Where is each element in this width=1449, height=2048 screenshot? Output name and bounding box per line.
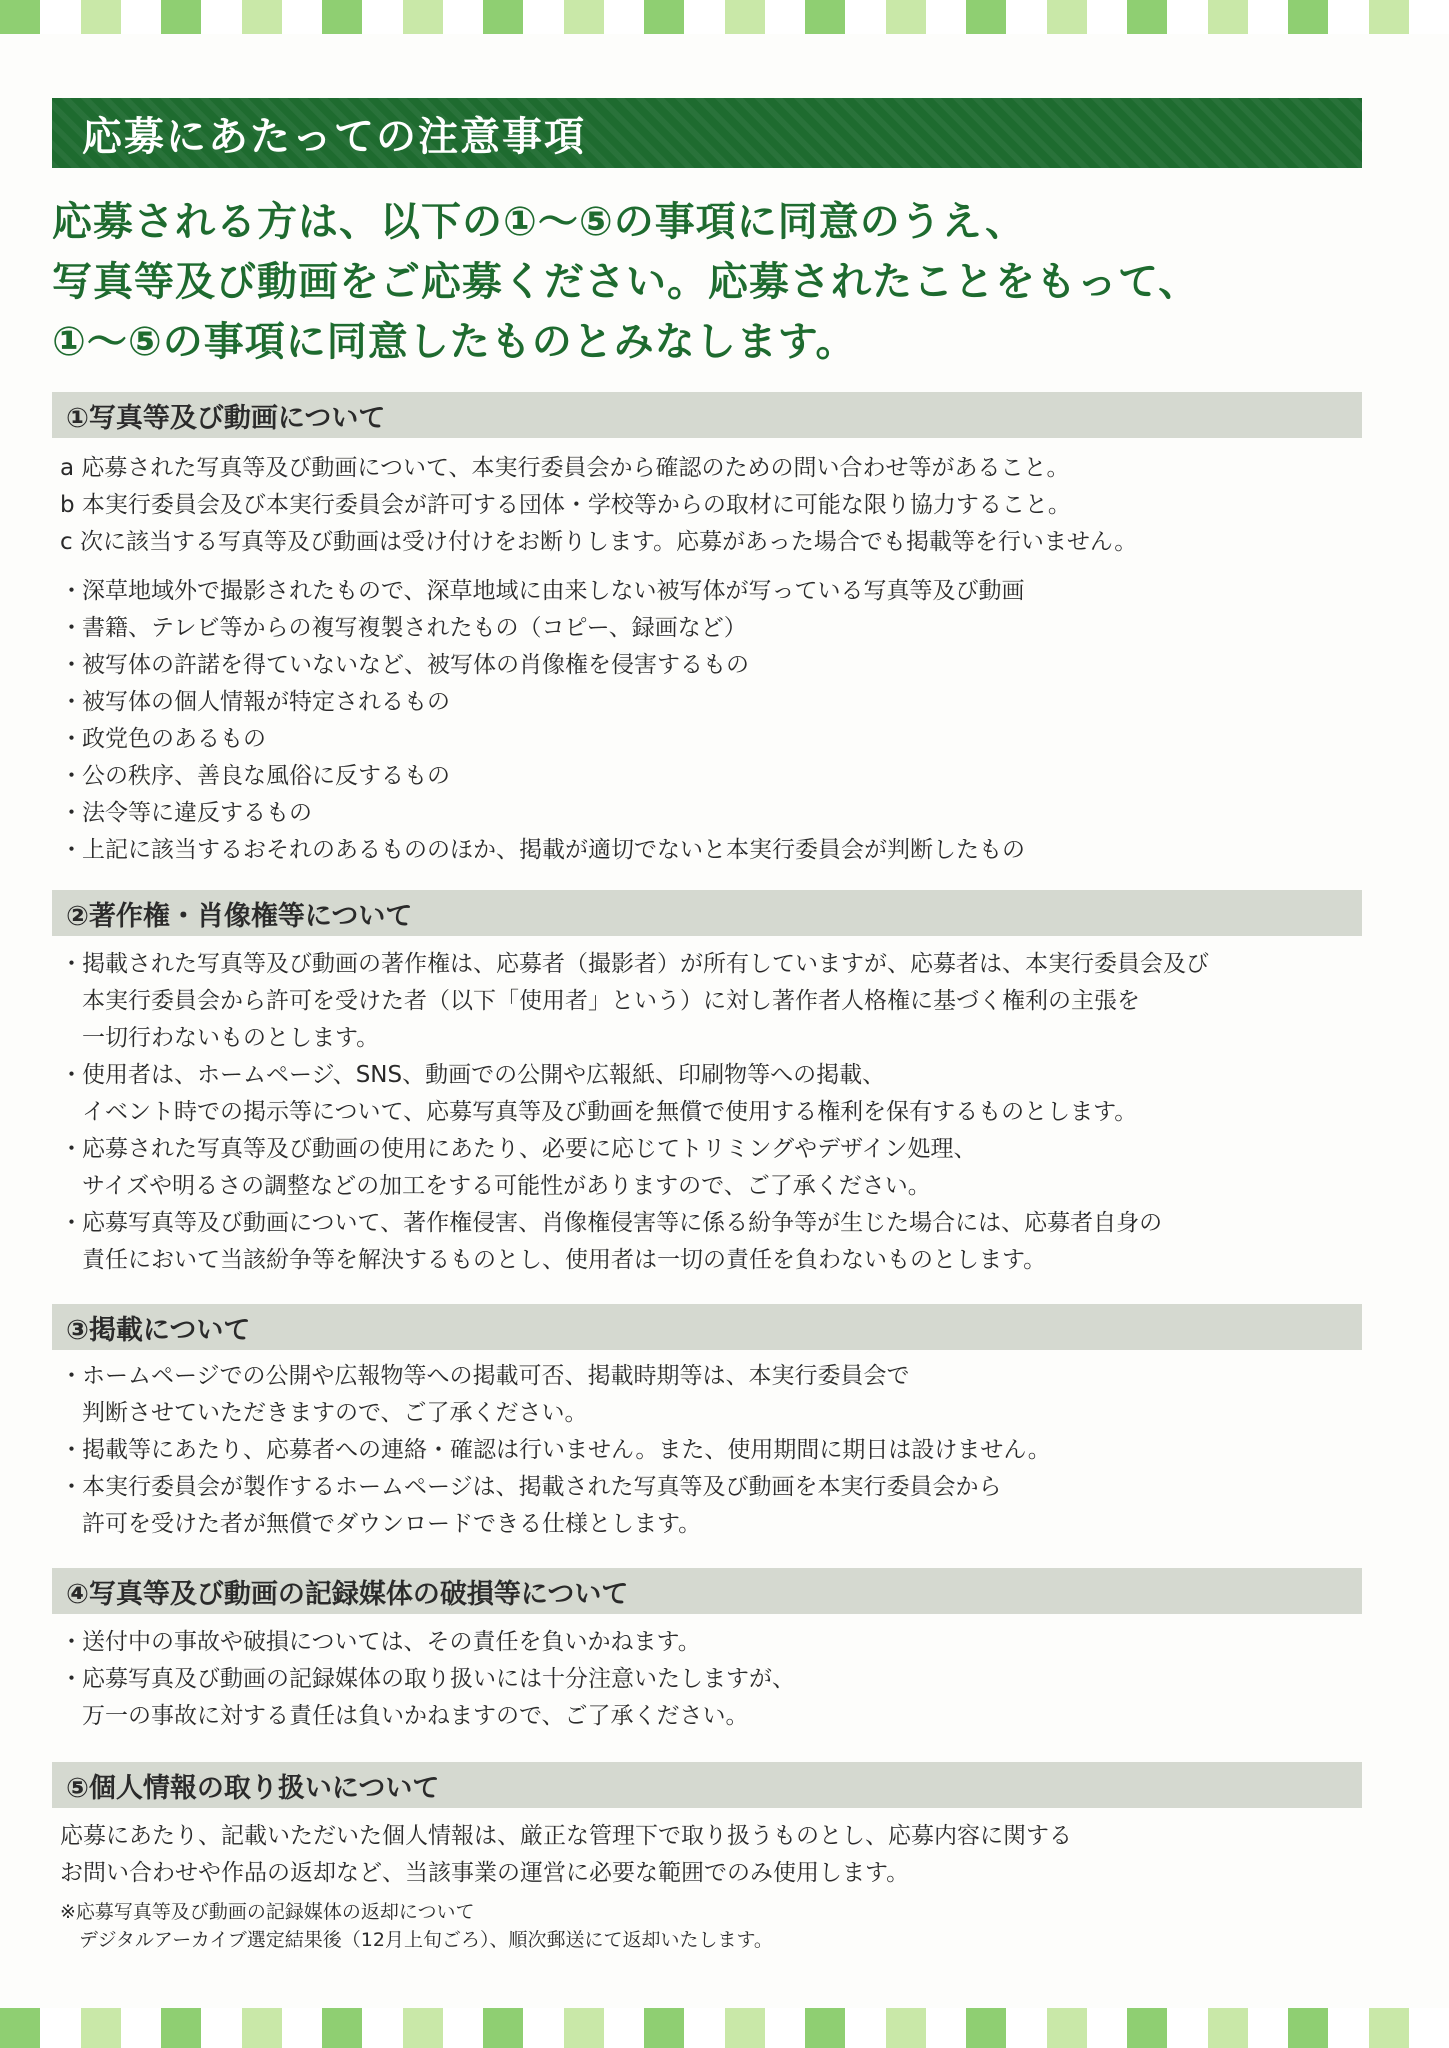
lettered-item: a 応募された写真等及び動画について、本実行委員会から確認のための問い合わせ等があること。 bbox=[60, 455, 1070, 481]
list-item: ・ 法令等に違反するもの bbox=[60, 795, 1390, 832]
paragraph-line: 応募にあたり、記載いただいた個人情報は、厳正な管理下で取り扱うものとし、応募内容に関する bbox=[60, 1823, 1072, 1849]
lead-line: 応募される方は、以下の①〜⑤の事項に同意のうえ、 bbox=[52, 199, 1027, 245]
list-item: ・ 深草地域外で撮影されたもので、深草地域に由来しない被写体が写っている写真等及び動画 bbox=[60, 573, 1390, 610]
section-body-2 bbox=[60, 946, 1390, 1279]
section-heading-1: ①写真等及び動画について bbox=[52, 392, 1362, 438]
lettered-item: b 本実行委員会及び本実行委員会が許可する団体・学校等からの取材に可能な限り協力すること。 bbox=[60, 492, 1071, 518]
section-body-5 bbox=[60, 1818, 1390, 1954]
bullet-mark: ・ bbox=[60, 652, 83, 678]
bullet-mark: ・ bbox=[60, 800, 83, 826]
list-item: ・ 掲載等にあたり、応募者への連絡・確認は行いません。また、使用期間に期日は設けません。 bbox=[60, 1432, 1390, 1469]
list-item: ・ 応募された写真等及び動画の使用にあたり、必要に応じてトリミングやデザイン処理、 サイズや明るさの調整などの加工をする可能性がありますので、ご了承ください。 bbox=[60, 1131, 1390, 1205]
bullet-mark: ・ bbox=[60, 1474, 83, 1500]
section-heading-4: ④写真等及び動画の記録媒体の破損等について bbox=[52, 1568, 1362, 1614]
list-item: ・ 送付中の事故や破損については、その責任を負いかねます。 bbox=[60, 1624, 1390, 1661]
bottom-decorative-border bbox=[0, 2008, 1449, 2048]
top-decorative-border bbox=[0, 0, 1449, 34]
list-item: ・ 被写体の個人情報が特定されるもの bbox=[60, 684, 1390, 721]
bullet-mark: ・ bbox=[60, 578, 83, 604]
lettered-item: c 次に該当する写真等及び動画は受け付けをお断りします。応募があった場合でも掲載等を行いません。 bbox=[60, 529, 1138, 555]
bullet-mark: ・ bbox=[60, 1210, 83, 1236]
return-note: ※応募写真等及び動画の記録媒体の返却について デジタルアーカイブ選定結果後（12月上旬ごろ）、順次郵送にて返却いたします。 bbox=[60, 1901, 773, 1951]
list-item: ・ 書籍、テレビ等からの複写複製されたもの（コピー、録画など） bbox=[60, 610, 1390, 647]
list-item: ・ 政党色のあるもの bbox=[60, 721, 1390, 758]
header-banner bbox=[52, 98, 1362, 168]
list-item: ・ 公の秩序、善良な風俗に反するもの bbox=[60, 758, 1390, 795]
bullet-mark: ・ bbox=[60, 689, 83, 715]
section-body-1 bbox=[60, 450, 1390, 869]
section-body-3 bbox=[60, 1358, 1390, 1543]
section-body-4 bbox=[60, 1624, 1390, 1735]
lead-statement bbox=[52, 192, 1392, 372]
paragraph-line: お問い合わせや作品の返却など、当該事業の運営に必要な範囲でのみ使用します。 bbox=[60, 1860, 910, 1886]
bullet-mark: ・ bbox=[60, 1629, 83, 1655]
list-item: ・ 応募写真及び動画の記録媒体の取り扱いには十分注意いたしますが、 万一の事故に対する責任は負いかねますので、ご了承ください。 bbox=[60, 1661, 1390, 1735]
list-item: ・ 上記に該当するおそれのあるもののほか、掲載が適切でないと本実行委員会が判断したもの bbox=[60, 832, 1390, 869]
section-heading-3: ③掲載について bbox=[52, 1304, 1362, 1350]
lead-line: 写真等及び動画をご応募ください。応募されたことをもって、 bbox=[52, 259, 1200, 305]
list-item: ・ 応募写真等及び動画について、著作権侵害、肖像権侵害等に係る紛争等が生じた場合には、応募者自身の 責任において当該紛争等を解決するものとし、使用者は一切の責任を負わないものとします。 bbox=[60, 1205, 1390, 1279]
bullet-mark: ・ bbox=[60, 1437, 83, 1463]
bullet-mark: ・ bbox=[60, 726, 83, 752]
list-item: ・ 本実行委員会が製作するホームページは、掲載された写真等及び動画を本実行委員会から 許可を受けた者が無償でダウンロードできる仕様とします。 bbox=[60, 1469, 1390, 1543]
list-item: ・ 使用者は、ホームページ、SNS、動画での公開や広報紙、印刷物等への掲載、 イベント時での掲示等について、応募写真等及び動画を無償で使用する権利を保有するものとします。 bbox=[60, 1057, 1390, 1131]
list-item: ・ ホームページでの公開や広報物等への掲載可否、掲載時期等は、本実行委員会で 判断させていただきますので、ご了承ください。 bbox=[60, 1358, 1390, 1432]
page-title: 応募にあたっての注意事項 bbox=[82, 113, 586, 160]
list-item: ・ 被写体の許諾を得ていないなど、被写体の肖像権を侵害するもの bbox=[60, 647, 1390, 684]
lead-line: ①〜⑤の事項に同意したものとみなします。 bbox=[52, 319, 857, 365]
list-item: ・ 掲載された写真等及び動画の著作権は、応募者（撮影者）が所有していますが、応募者は、本実行委員会及び 本実行委員会から許可を受けた者（以下「使用者」という）に対し著作者人格権に基づく権利の主張を 一切行わないものとします。 bbox=[60, 946, 1390, 1057]
bullet-mark: ・ bbox=[60, 615, 83, 641]
bullet-mark: ・ bbox=[60, 1062, 83, 1088]
bullet-mark: ・ bbox=[60, 1666, 83, 1692]
bullet-mark: ・ bbox=[60, 837, 83, 863]
bullet-mark: ・ bbox=[60, 951, 83, 977]
bullet-mark: ・ bbox=[60, 763, 83, 789]
bullet-mark: ・ bbox=[60, 1363, 83, 1389]
section-heading-5: ⑤個人情報の取り扱いについて bbox=[52, 1762, 1362, 1808]
section-heading-2: ②著作権・肖像権等について bbox=[52, 890, 1362, 936]
bullet-mark: ・ bbox=[60, 1136, 83, 1162]
